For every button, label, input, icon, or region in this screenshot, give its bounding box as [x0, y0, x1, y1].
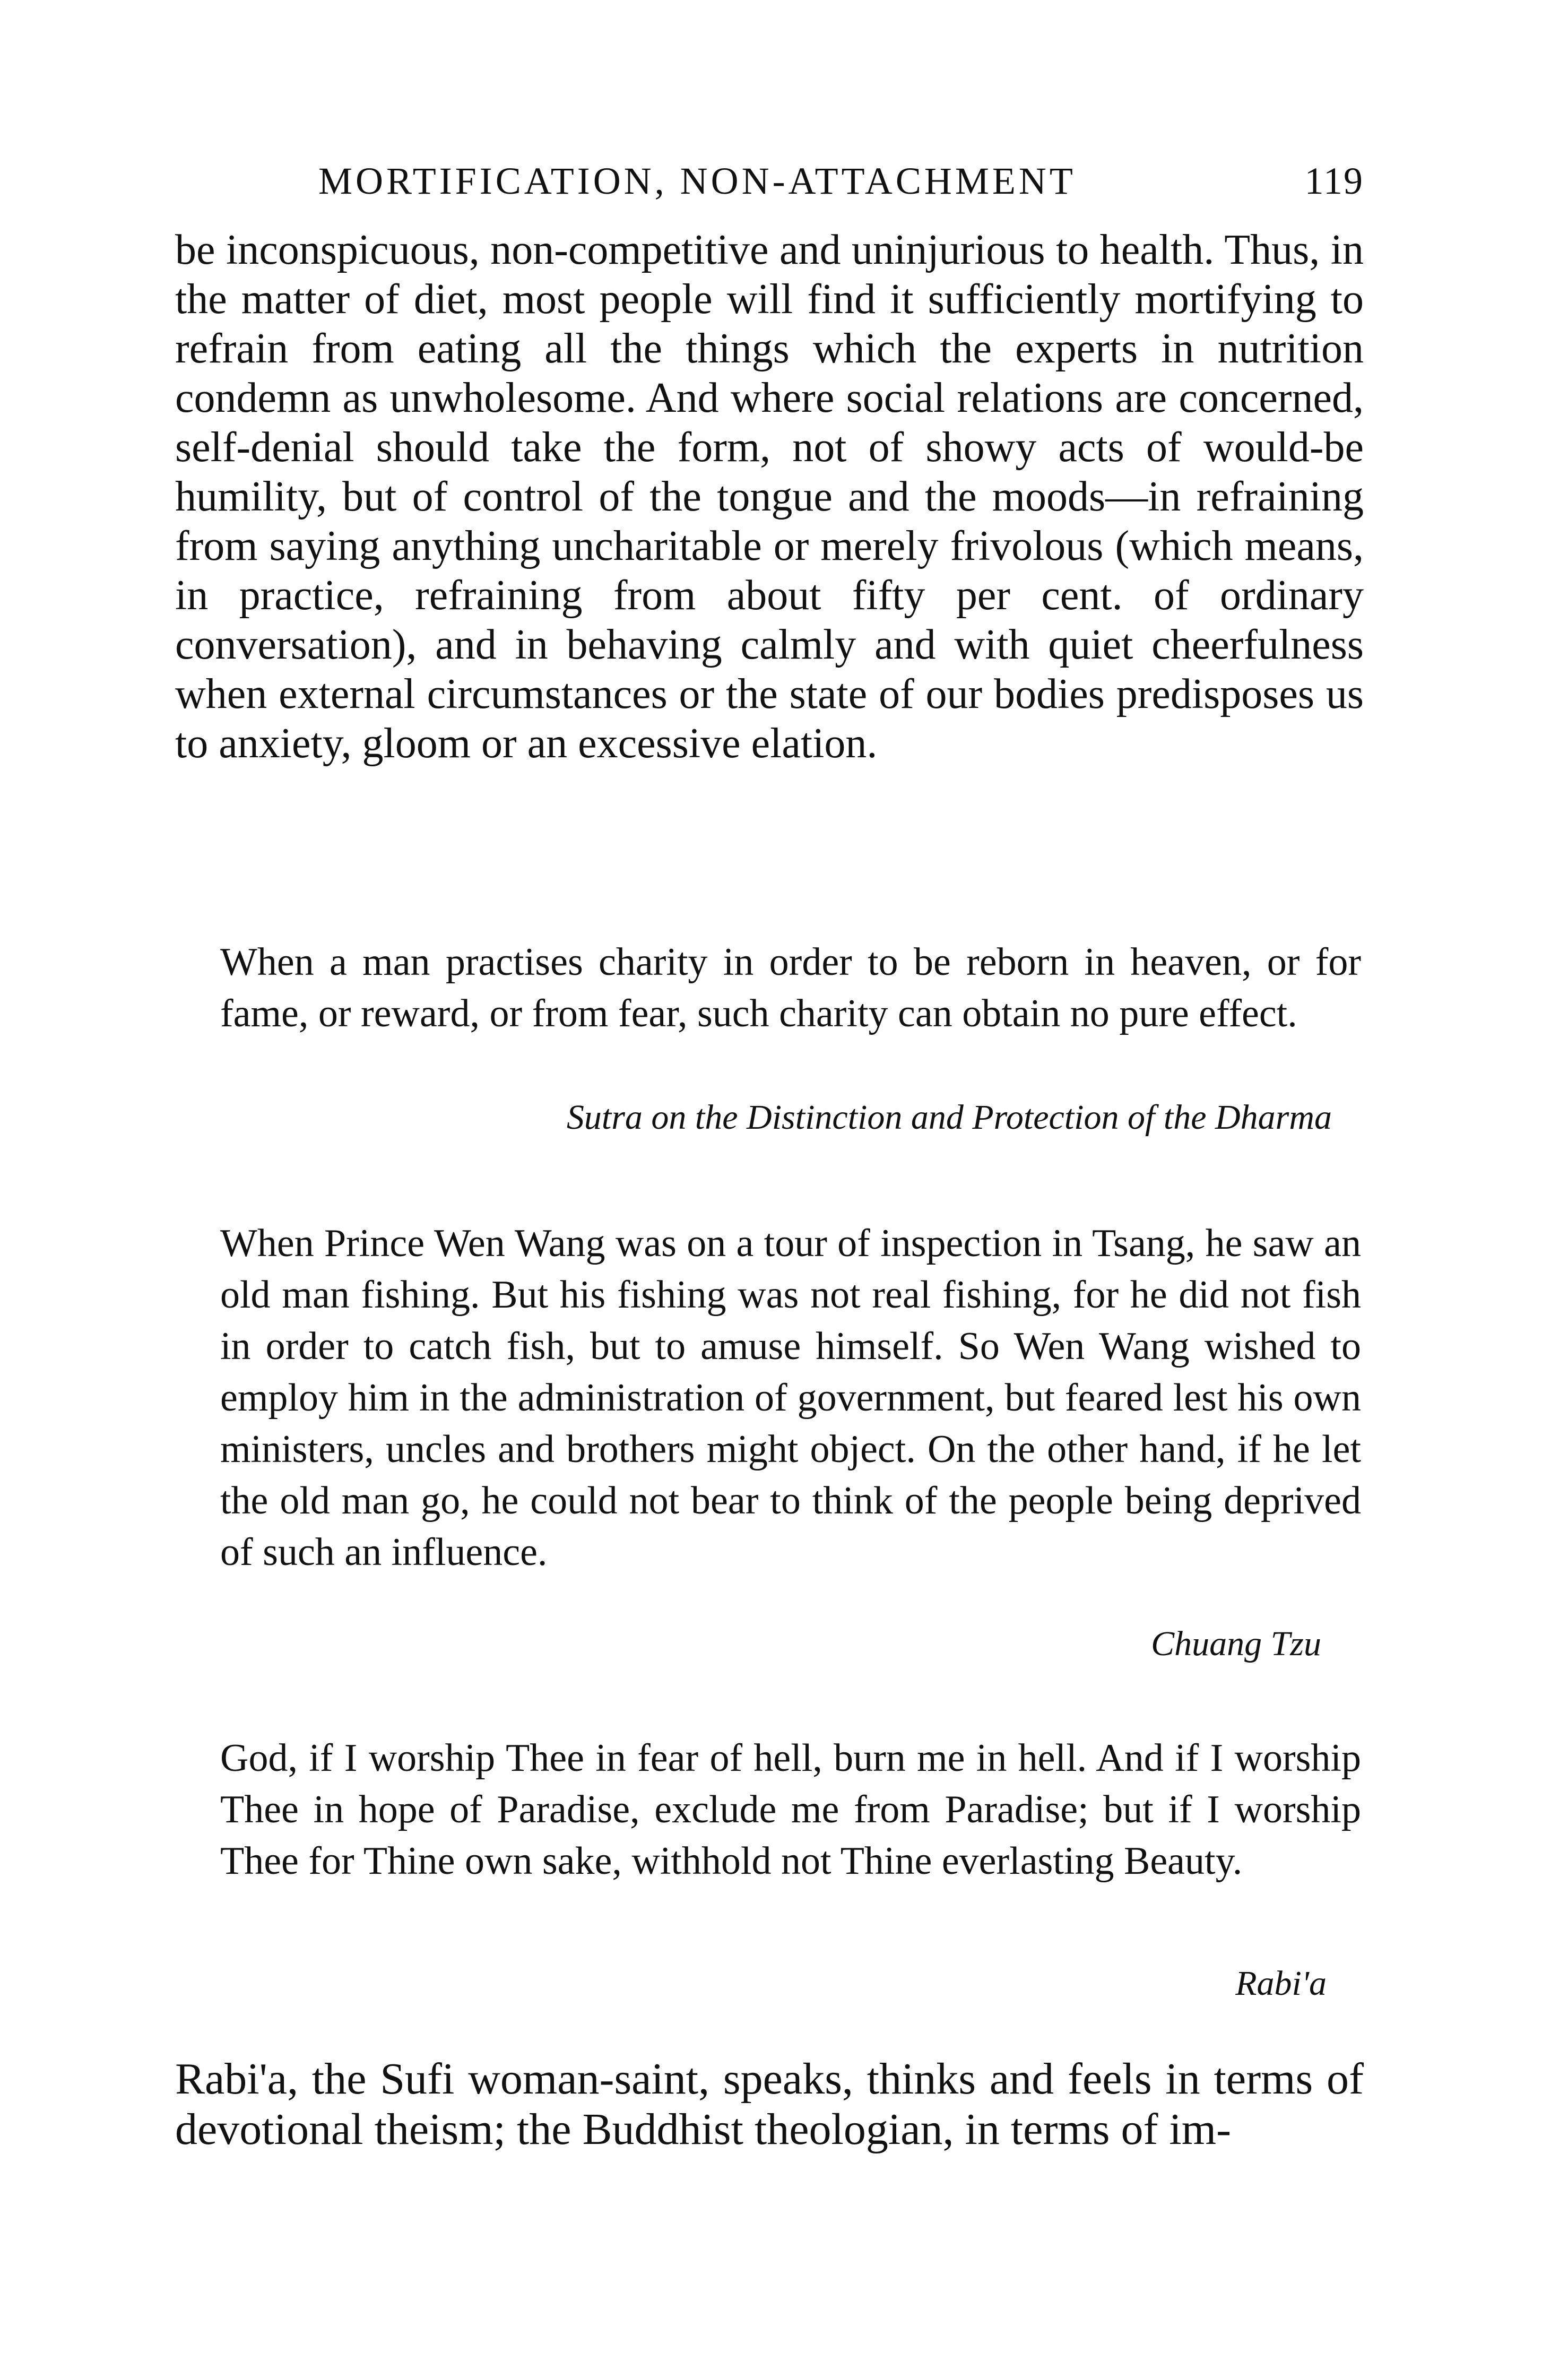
- quote-sutra: When a man practises charity in order to be reborn in heaven, or for fame, or reward, or from fear, such charity can obtain no pure effect.: [220, 940, 1361, 1035]
- chapter-title: MORTIFICATION, NON-ATTACHMENT: [318, 160, 1076, 202]
- closing-paragraph: Rabi'a, the Sufi woman-saint, speaks, thinks and feels in terms of devotional theism; the Buddhist theologian, in terms of im-: [175, 2054, 1364, 2154]
- running-head: [318, 159, 1364, 212]
- quote-attribution-sutra: Sutra on the Distinction and Protection of the Dharma: [566, 1098, 1332, 1137]
- quote-attribution-chuang-tzu: Chuang Tzu: [1151, 1624, 1321, 1663]
- page-number: 119: [1304, 160, 1364, 202]
- quote-attribution-rabia: Rabi'a: [1235, 1964, 1327, 2003]
- quote-chuang-tzu: When Prince Wen Wang was on a tour of inspection in Tsang, he saw an old man fishing. But his fishing was not real fishing, for he did not fish in order to catch fish, but to amuse himself. So Wen Wang wished to employ him in the administration of government, but feared lest his own ministers, uncles and brothers might object. On the other hand, if he let the old man go, he could not bear to think of the people being deprived of such an influence.: [220, 1222, 1361, 1574]
- quote-rabia: God, if I worship Thee in fear of hell, burn me in hell. And if I worship Thee in hope of Paradise, exclude me from Paradise; but if I worship Thee for Thine own sake, withhold not Thine everlasting Beauty.: [220, 1736, 1361, 1883]
- body-paragraph: be inconspicuous, non-competitive and uninjurious to health. Thus, in the matter of diet, most people will find it sufficiently mortifying to refrain from eating all the things which the experts in nutrition condemn as unwholesome. And where social relations are concerned, self-denial should take the form, not of showy acts of would-be humility, but of control of the tongue and the moods—in refraining from saying anything uncharitable or merely frivolous (which means, in practice, refraining from about fifty per cent. of ordinary conversation), and in behaving calmly and with quiet cheerfulness when external circumstances or the state of our bodies predisposes us to anxiety, gloom or an excessive elation.: [175, 227, 1364, 767]
